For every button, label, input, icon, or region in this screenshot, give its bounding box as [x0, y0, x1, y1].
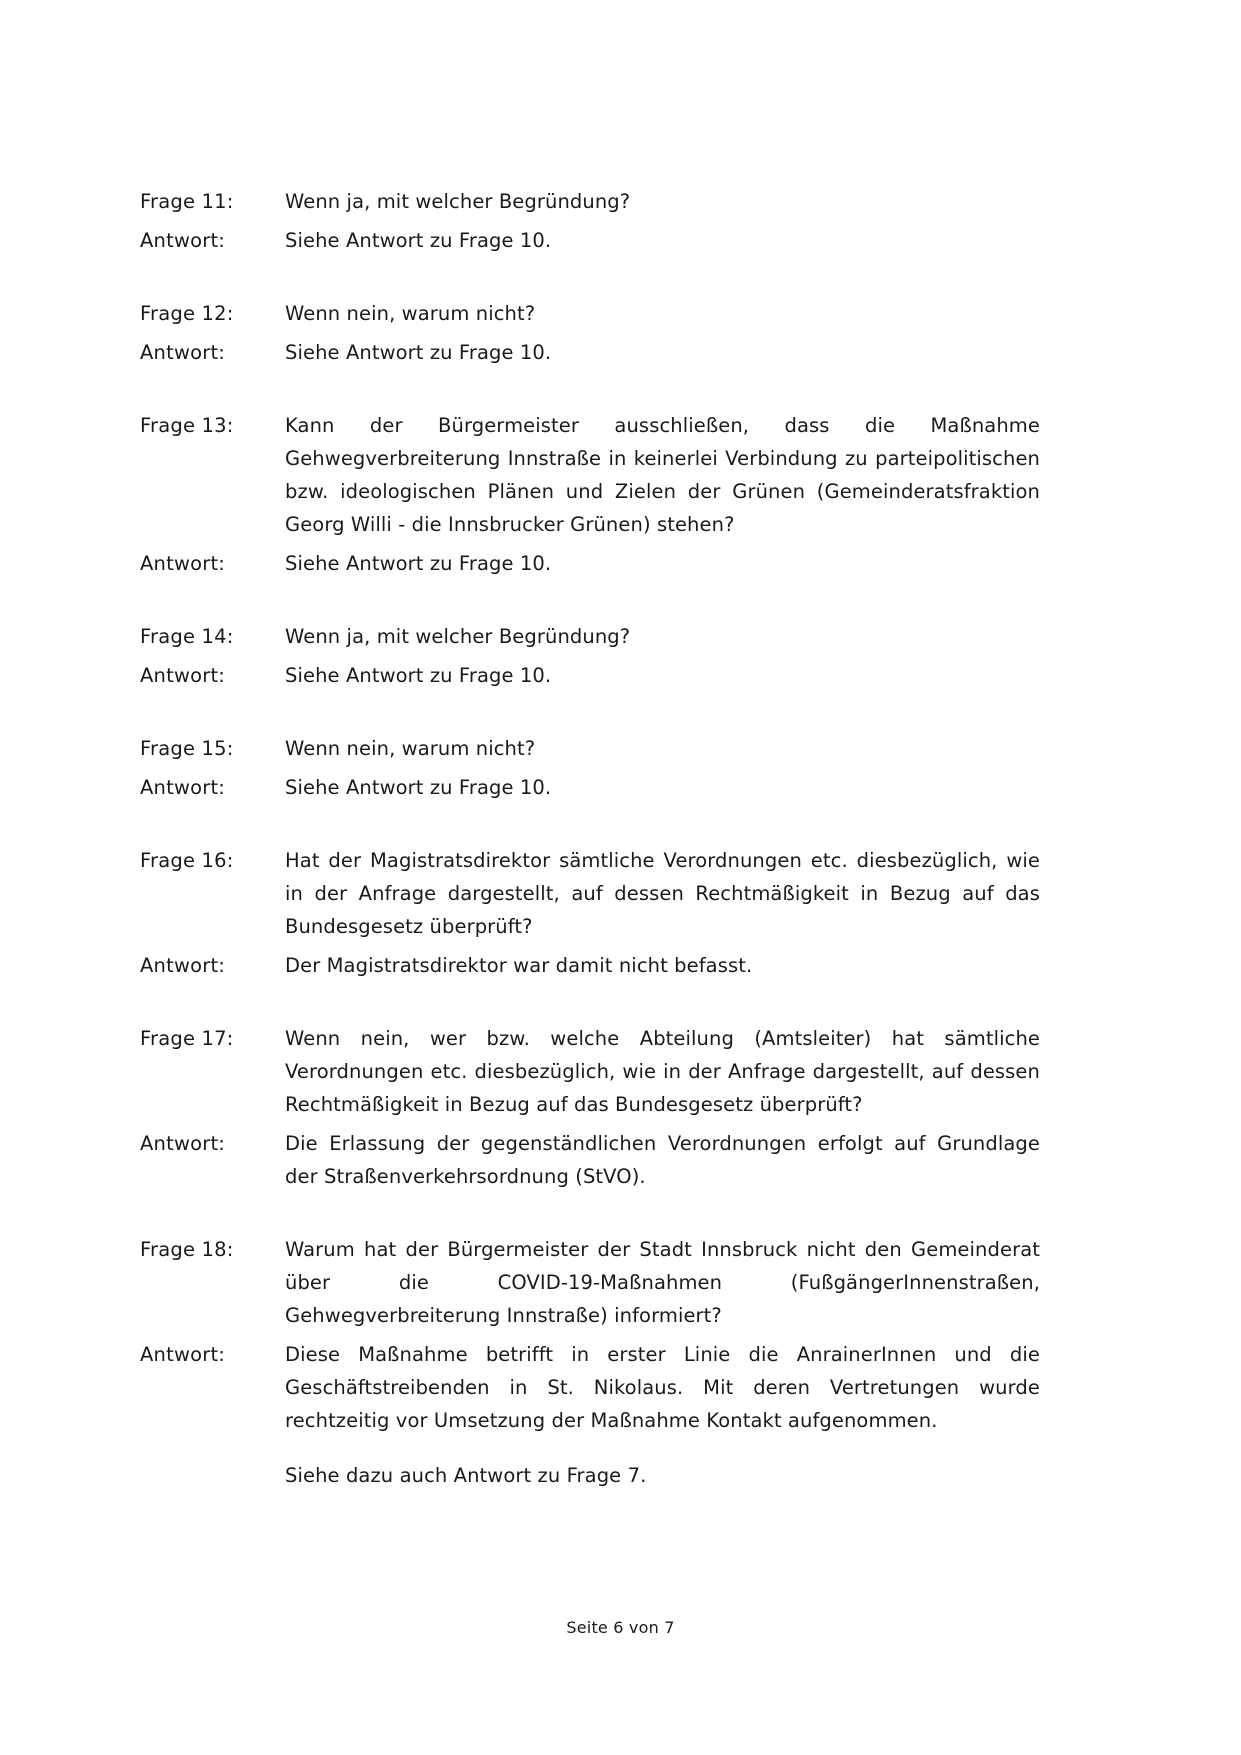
qa-block-18: [140, 1233, 1101, 1492]
answer-row: [140, 224, 1101, 257]
question-text: Wenn ja, mit welcher Begründung?: [285, 625, 631, 648]
answer-row: [140, 949, 1101, 982]
answer-row: [140, 1127, 1101, 1193]
question-label: Frage 14:: [140, 625, 234, 648]
answer-row: [140, 659, 1101, 692]
question-label: Frage 15:: [140, 737, 234, 760]
answer-row: [140, 336, 1101, 369]
answer-text: Der Magistratsdirektor war damit nicht befasst.: [285, 954, 753, 977]
qa-block-12: [140, 297, 1101, 369]
answer-text: Siehe Antwort zu Frage 10.: [285, 664, 552, 687]
question-row: [140, 620, 1101, 653]
answer-text: Siehe Antwort zu Frage 10.: [285, 776, 552, 799]
answer-text: [285, 1338, 1040, 1492]
answer-label: Antwort:: [140, 1132, 226, 1155]
answer-label: Antwort:: [140, 229, 226, 252]
answer-label: Antwort:: [140, 341, 226, 364]
question-label: Frage 17:: [140, 1027, 234, 1050]
question-text: Wenn nein, wer bzw. welche Abteilung (Amtsleiter) hat sämtliche Verordnungen etc. diesbezüglich, wie in der Anfrage dargestellt, auf dessen Rechtmäßigkeit in Bezug auf das Bundesgesetz überprüft?: [285, 1027, 1040, 1116]
question-text: Kann der Bürgermeister ausschließen, dass die Maßnahme Gehwegverbreiterung Innstraße in keinerlei Verbindung zu parteipolitischen bzw. ideologischen Plänen und Zielen der Grünen (Gemeinderatsfraktion Georg Willi - die Innsbrucker Grünen) stehen?: [285, 414, 1040, 536]
question-row: [140, 409, 1101, 541]
answer-label: Antwort:: [140, 664, 226, 687]
qa-block-11: [140, 185, 1101, 257]
answer-text: Siehe Antwort zu Frage 10.: [285, 229, 552, 252]
question-label: Frage 18:: [140, 1238, 234, 1261]
question-text: Warum hat der Bürgermeister der Stadt Innsbruck nicht den Gemeinderat über die COVID-19-Maßnahmen (FußgängerInnenstraßen, Gehwegverbreiterung Innstraße) informiert?: [285, 1238, 1040, 1327]
page-footer: Seite 6 von 7: [566, 1618, 675, 1637]
question-row: [140, 732, 1101, 765]
question-text: Wenn nein, warum nicht?: [285, 302, 536, 325]
answer-label: Antwort:: [140, 954, 226, 977]
answer-paragraph: Diese Maßnahme betrifft in erster Linie die AnrainerInnen und die Geschäftstreibenden in St. Nikolaus. Mit deren Vertretungen wurde rechtzeitig vor Umsetzung der Maßnahme Kontakt aufgenommen.: [285, 1343, 1040, 1432]
qa-block-15: [140, 732, 1101, 804]
answer-label: Antwort:: [140, 1343, 226, 1366]
qa-block-13: [140, 409, 1101, 580]
question-row: [140, 1022, 1101, 1121]
answer-text: Siehe Antwort zu Frage 10.: [285, 341, 552, 364]
answer-row: [140, 771, 1101, 804]
question-text: Hat der Magistratsdirektor sämtliche Verordnungen etc. diesbezüglich, wie in der Anfrage dargestellt, auf dessen Rechtmäßigkeit in Bezug auf das Bundesgesetz überprüft?: [285, 849, 1040, 938]
answer-paragraph: Siehe dazu auch Antwort zu Frage 7.: [285, 1464, 647, 1487]
question-row: [140, 297, 1101, 330]
answer-text: Siehe Antwort zu Frage 10.: [285, 552, 552, 575]
answer-label: Antwort:: [140, 776, 226, 799]
question-row: [140, 844, 1101, 943]
question-label: Frage 11:: [140, 190, 234, 213]
qa-block-16: [140, 844, 1101, 982]
answer-text: Die Erlassung der gegenständlichen Verordnungen erfolgt auf Grundlage der Straßenverkehrsordnung (StVO).: [285, 1132, 1040, 1188]
qa-block-17: [140, 1022, 1101, 1193]
question-text: Wenn nein, warum nicht?: [285, 737, 536, 760]
answer-label: Antwort:: [140, 552, 226, 575]
answer-row: [140, 1338, 1101, 1492]
question-label: Frage 13:: [140, 414, 234, 437]
answer-row: [140, 547, 1101, 580]
question-label: Frage 16:: [140, 849, 234, 872]
qa-block-14: [140, 620, 1101, 692]
question-row: [140, 185, 1101, 218]
question-text: Wenn ja, mit welcher Begründung?: [285, 190, 631, 213]
question-row: [140, 1233, 1101, 1332]
question-label: Frage 12:: [140, 302, 234, 325]
